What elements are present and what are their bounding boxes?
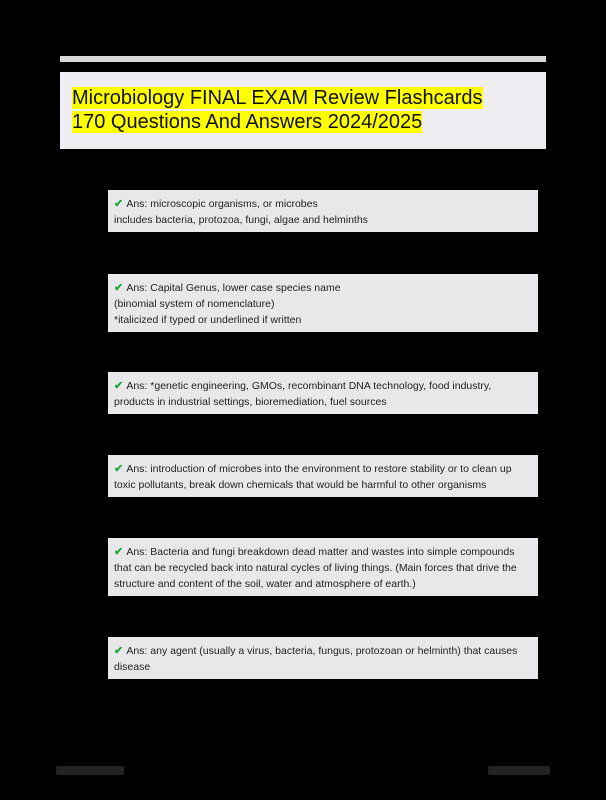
top-divider [60,56,546,62]
answer-line: ✔ Ans: introduction of microbes into the environment to restore stability or to clean up [114,463,512,475]
answer-line: ✔ Ans: Capital Genus, lower case species name [114,282,341,294]
flashcard-answer-2 [108,274,538,332]
answer-line: ✔ Ans: microscopic organisms, or microbes [114,198,318,210]
footer-watermark-left [56,766,124,775]
answer-line: ✔ Ans: Bacteria and fungi breakdown dead matter and wastes into simple compounds [114,546,515,558]
check-icon: ✔ [114,645,124,657]
answer-line: disease [114,661,151,673]
answer-line: toxic pollutants, break down chemicals that would be harmful to other organisms [114,479,487,491]
answer-line: products in industrial settings, bioremediation, fuel sources [114,396,387,408]
answer-line: includes bacteria, protozoa, fungi, algae and helminths [114,214,368,226]
answer-line: ✔ Ans: *genetic engineering, GMOs, recombinant DNA technology, food industry, [114,380,492,392]
flashcard-answer-6 [108,637,538,679]
flashcard-answer-4 [108,455,538,497]
check-icon: ✔ [114,198,124,210]
flashcard-answer-1 [108,190,538,232]
flashcard-answer-5 [108,538,538,596]
check-icon: ✔ [114,546,124,558]
footer-page-number [488,766,550,775]
answer-line: that can be recycled back into natural cycles of living things. (Main forces that drive the [114,562,517,574]
title-box [60,72,546,149]
check-icon: ✔ [114,380,124,392]
answer-line: structure and content of the soil, water and atmosphere of earth.) [114,578,416,590]
document-title-line-2: 170 Questions And Answers 2024/2025 [72,111,423,133]
answer-line: *italicized if typed or underlined if written [114,314,302,326]
answer-line: ✔ Ans: any agent (usually a virus, bacteria, fungus, protozoan or helminth) that causes [114,645,518,657]
check-icon: ✔ [114,463,124,475]
check-icon: ✔ [114,282,124,294]
answer-line: (binomial system of nomenclature) [114,298,275,310]
document-title-line-1: Microbiology FINAL EXAM Review Flashcards [72,87,483,109]
flashcard-answer-3 [108,372,538,414]
